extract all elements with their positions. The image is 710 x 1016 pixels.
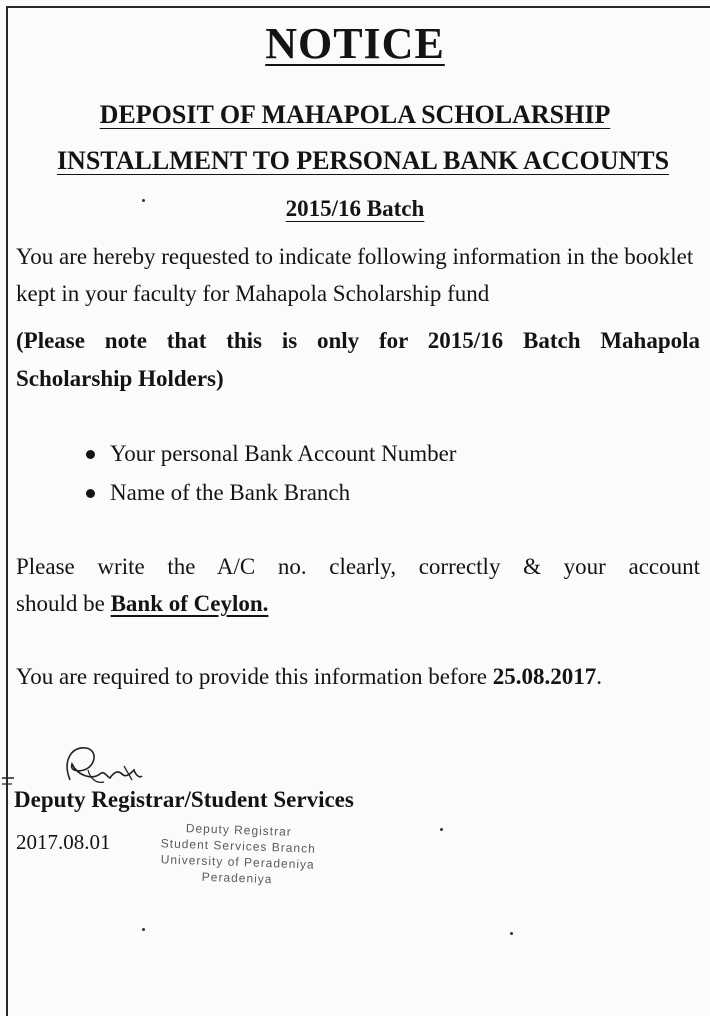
heading-line-2: INSTALLMENT TO PERSONAL BANK ACCOUNTS <box>56 146 670 175</box>
batch-note-line-2: Scholarship Holders) <box>16 366 224 391</box>
notice-date: 2017.08.01 <box>16 830 111 854</box>
account-instruction-prefix: should be <box>16 591 111 616</box>
stamp-line: Deputy Registrar <box>185 821 293 839</box>
heading-line-1: DEPOSIT OF MAHAPOLA SCHOLARSHIP <box>99 100 611 129</box>
stamp-line: Peradeniya <box>201 869 273 887</box>
scan-speck <box>142 199 145 202</box>
stamp-line: Student Services Branch <box>160 836 317 856</box>
scan-speck <box>440 828 443 831</box>
deadline-suffix: . <box>596 664 602 689</box>
list-item: Name of the Bank Branch <box>86 473 456 512</box>
account-instruction-line-1: Please write the A/C no. clearly, correctly & your account <box>16 554 700 579</box>
list-item: Your personal Bank Account Number <box>86 434 456 473</box>
batch-note-line-1: (Please note that this is only for 2015/16 Batch Mahapola <box>16 328 700 353</box>
required-info-list <box>86 434 456 512</box>
office-stamp <box>137 819 339 890</box>
deadline-date: 25.08.2017 <box>492 664 597 689</box>
deadline-prefix: You are required to provide this information before <box>16 664 493 689</box>
deadline-paragraph <box>16 658 700 695</box>
batch-note <box>16 322 700 398</box>
bank-name: Bank of Ceylon. <box>110 591 269 616</box>
intro-paragraph: You are hereby requested to indicate following information in the booklet kept in your faculty for Mahapola Scholarship fund <box>16 244 694 306</box>
notice-title: NOTICE <box>265 19 445 68</box>
signatory-title: Deputy Registrar/Student Services <box>14 787 354 812</box>
batch-heading: 2015/16 Batch <box>285 196 425 221</box>
stamp-line: University of Peradeniya <box>160 852 315 872</box>
scan-speck <box>142 928 145 931</box>
scan-speck <box>510 932 513 935</box>
account-instruction <box>16 548 700 622</box>
page-border-top <box>6 6 710 8</box>
